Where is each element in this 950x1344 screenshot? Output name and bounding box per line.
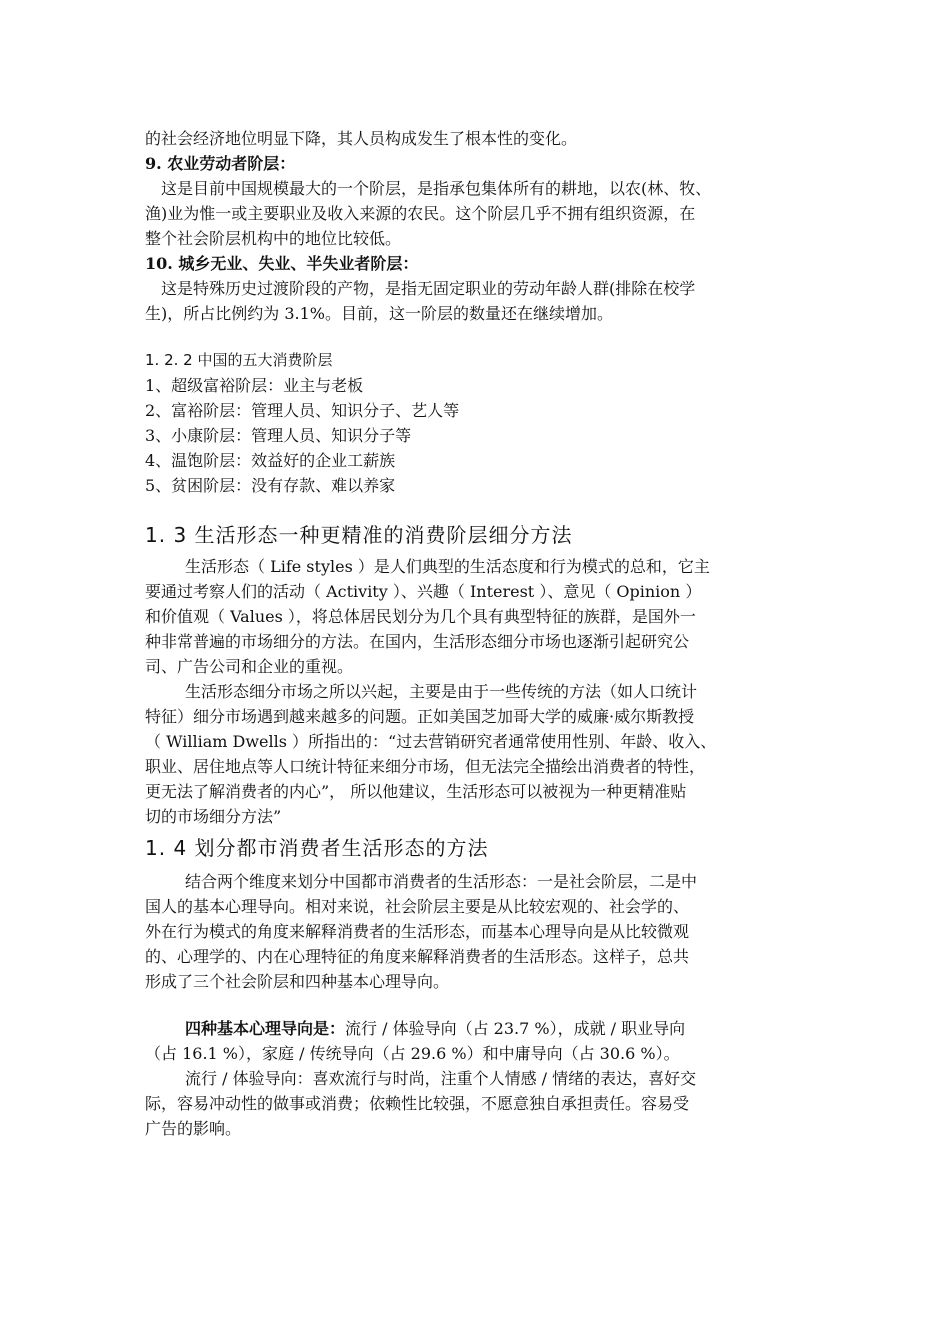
section-1-4-heading: 1. 4 划分都市消费者生活形态的方法 xyxy=(145,836,489,860)
paragraph-line: 整个社会阶层机构中的地位比较低。 xyxy=(145,229,402,248)
paragraph-line: 司、广告公司和企业的重视。 xyxy=(145,657,354,676)
paragraph-line: 渔)业为惟一或主要职业及收入来源的农民。这个阶层几乎不拥有组织资源，在 xyxy=(145,204,696,223)
paragraph-line: 广告的影响。 xyxy=(145,1119,242,1138)
orientation-text: 流行 / 体验导向（占 23.7 %），成就 / 职业导向 xyxy=(345,1019,686,1038)
document-body xyxy=(145,126,810,1141)
paragraph-line: 和价值观（ Values ），将总体居民划分为几个具有典型特征的族群，是国外一 xyxy=(145,607,696,626)
paragraph-line: 职业、居住地点等人口统计特征来细分市场，但无法完全描绘出消费者的特性， xyxy=(145,757,706,776)
paragraph-line: 这是目前中国规模最大的一个阶层，是指承包集体所有的耕地，以农(林、牧、 xyxy=(161,179,712,198)
list-item: 4、温饱阶层：效益好的企业工薪族 xyxy=(145,451,396,470)
paragraph-line: 际，容易冲动性的做事或消费；依赖性比较强，不愿意独自承担责任。容易受 xyxy=(145,1094,690,1113)
paragraph-line: 的社会经济地位明显下降，其人员构成发生了根本性的变化。 xyxy=(145,129,578,148)
list-item: 2、富裕阶层：管理人员、知识分子、艺人等 xyxy=(145,401,460,420)
paragraph-line: 生活形态细分市场之所以兴起，主要是由于一些传统的方法（如人口统计 xyxy=(185,682,698,701)
paragraph-line: 的、心理学的、内在心理特征的角度来解释消费者的生活形态。这样子，总共 xyxy=(145,947,690,966)
paragraph-line: 种非常普遍的市场细分的方法。在国内，生活形态细分市场也逐渐引起研究公 xyxy=(145,632,690,651)
paragraph-line: 特征）细分市场遇到越来越多的问题。正如美国芝加哥大学的威廉·威尔斯教授 xyxy=(145,707,695,726)
paragraph-line: 流行 / 体验导向：喜欢流行与时尚，注重个人情感 / 情绪的表达，喜好交 xyxy=(185,1069,697,1088)
paragraph-line: 结合两个维度来划分中国都市消费者的生活形态：一是社会阶层，二是中 xyxy=(185,872,698,891)
list-item: 3、小康阶层：管理人员、知识分子等 xyxy=(145,426,412,445)
paragraph-line: 生活形态（ Life styles ）是人们典型的生活态度和行为模式的总和，它主 xyxy=(185,557,710,576)
section-1-3-heading: 1. 3 生活形态一种更精准的消费阶层细分方法 xyxy=(145,523,573,547)
paragraph-line: 这是特殊历史过渡阶段的产物，是指无固定职业的劳动年龄人群(排除在校学 xyxy=(161,279,696,298)
list-item: 5、贫困阶层：没有存款、难以养家 xyxy=(145,476,396,495)
orientation-lead: 四种基本心理导向是： xyxy=(185,1019,346,1038)
section-1-2-2-heading: 1. 2. 2 中国的五大消费阶层 xyxy=(145,351,333,369)
paragraph-line: 要通过考察人们的活动（ Activity ）、兴趣（ Interest ）、意见（ Opinion ） xyxy=(145,582,702,601)
paragraph-line: （占 16.1 %），家庭 / 传统导向（占 29.6 %）和中庸导向（占 30.6 %）。 xyxy=(145,1044,680,1063)
section-9-heading: 9. 农业劳动者阶层： xyxy=(145,154,296,173)
paragraph-line: 更无法了解消费者的内心”， 所以他建议，生活形态可以被视为一种更精准贴 xyxy=(145,782,687,801)
paragraph-line: 国人的基本心理导向。相对来说，社会阶层主要是从比较宏观的、社会学的、 xyxy=(145,897,690,916)
list-item: 1、超级富裕阶层：业主与老板 xyxy=(145,376,364,395)
paragraph-line: 形成了三个社会阶层和四种基本心理导向。 xyxy=(145,972,450,991)
paragraph-line: 切的市场细分方法” xyxy=(145,807,282,826)
paragraph-line: 生)，所占比例约为 3.1%。目前，这一阶层的数量还在继续增加。 xyxy=(145,304,613,323)
section-10-heading: 10. 城乡无业、失业、半失业者阶层： xyxy=(145,254,419,273)
paragraph-line: 外在行为模式的角度来解释消费者的生活形态，而基本心理导向是从比较微观 xyxy=(145,922,690,941)
paragraph-line: （ William Dwells ）所指出的：“过去营销研究者通常使用性别、年龄、收入、 xyxy=(145,732,717,751)
orientation-line xyxy=(145,1016,810,1041)
